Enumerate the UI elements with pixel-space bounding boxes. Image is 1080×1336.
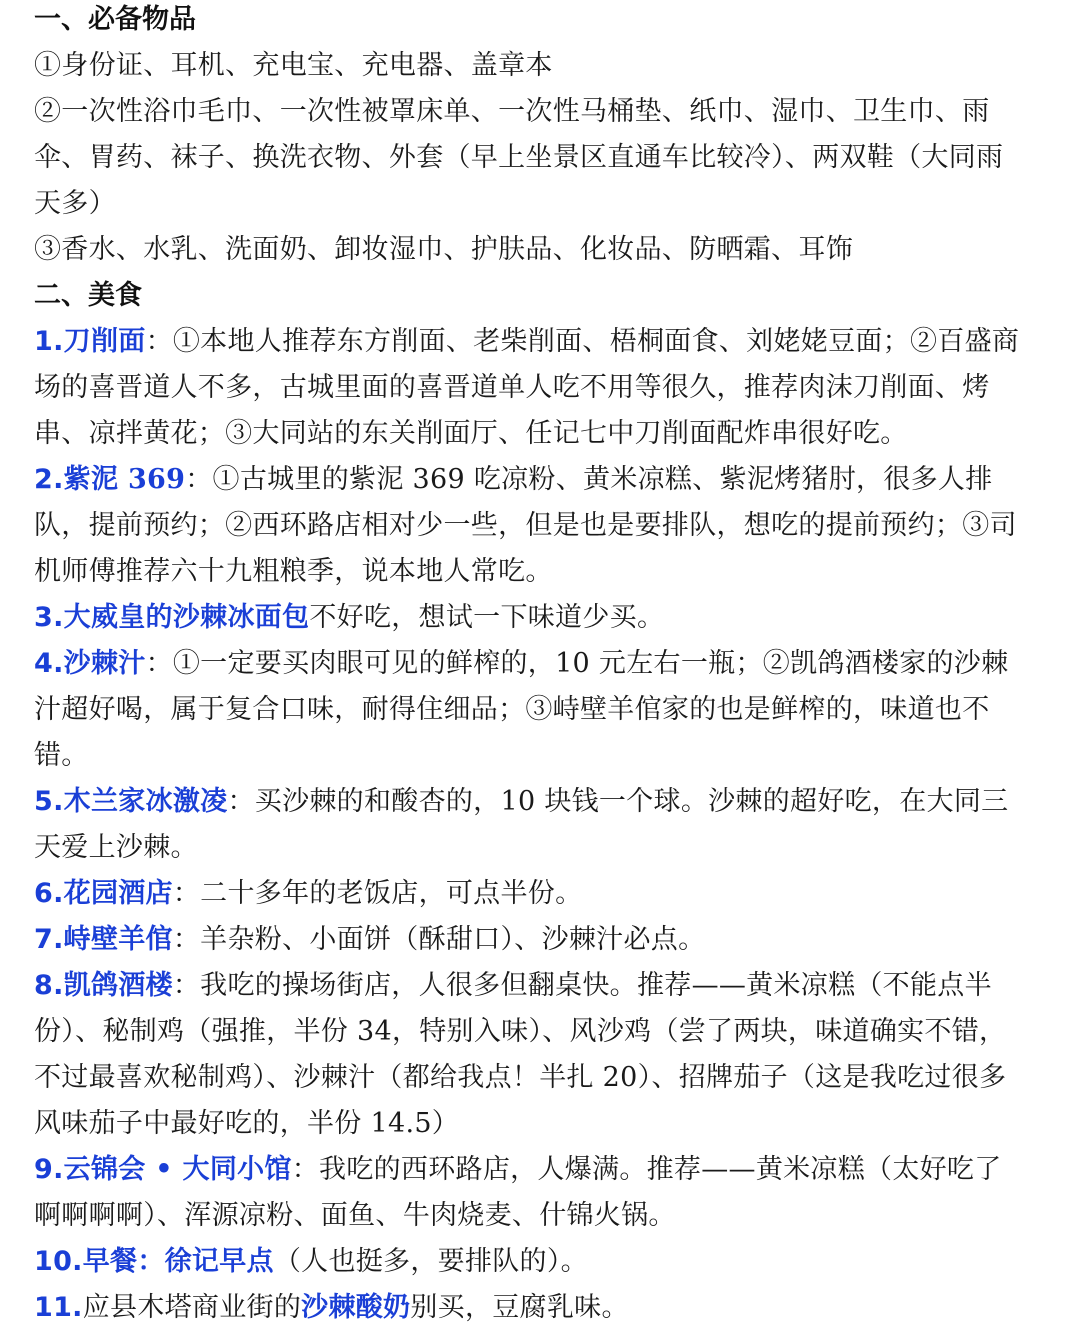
food-entry-text: ①一定要买肉眼可见的鲜榨的，10 元左右一瓶；②凯鸽酒楼家的沙棘汁超好喝，属于复合口味，耐得住细品；③峙壁羊倌家的也是鲜榨的，味道也不错。 — [34, 648, 1009, 771]
food-entry-text: 我吃的操场街店，人很多但翻桌快。推荐——黄米凉糕（不能点半份）、秘制鸡（强推，半份 34，特别入味）、风沙鸡（尝了两块，味道确实不错，不过最喜欢秘制鸡）、沙棘汁（都给我点！半扎 20）、招牌茄子（这是我吃过很多风味茄子中最好吃的，半份 14.5） — [34, 970, 1007, 1139]
food-entry-separator: ： — [185, 464, 213, 495]
food-entry — [34, 319, 1024, 457]
essentials-item-1: ①身份证、耳机、充电宝、充电器、盖章本 — [34, 50, 553, 81]
food-entry-separator: ： — [291, 1154, 320, 1185]
food-entry-separator: ： — [172, 878, 201, 909]
section-heading-essentials: 一、必备物品 — [34, 4, 196, 35]
food-entry-text: 羊杂粉、小面饼（酥甜口）、沙棘汁必点。 — [200, 924, 706, 955]
food-entry-number: 11. — [34, 1292, 83, 1323]
food-entry-prefix: 应县木塔商业街的 — [82, 1292, 302, 1323]
food-entry — [34, 595, 1024, 641]
food-entry — [34, 457, 1024, 595]
food-entry-number: 3. — [34, 602, 64, 633]
food-entry-name: 云锦会 • 大同小馆 — [63, 1154, 292, 1185]
food-entry-separator: ： — [145, 648, 173, 679]
food-entry-text: （人也挺多，要排队的）。 — [273, 1246, 588, 1277]
food-entry-text: ①古城里的紫泥 369 吃凉粉、黄米凉糕、紫泥烤猪肘，很多人排队，提前预约；②西环路店相对少一些，但是也是要排队，想吃的提前预约；③司机师傅推荐六十九粗粮季，说本地人常吃。 — [34, 464, 1017, 587]
food-entry-separator: ： — [172, 970, 201, 1001]
food-entry-name: 凯鸽酒楼 — [63, 970, 173, 1001]
food-entry-text: 买沙棘的和酸杏的，10 块钱一个球。沙棘的超好吃，在大同三天爱上沙棘。 — [34, 786, 1009, 863]
food-entry-text: 别买，豆腐乳味。 — [410, 1292, 629, 1323]
food-entry-last — [34, 1285, 1024, 1331]
food-entry-separator: ： — [227, 786, 255, 817]
food-entry-name: 沙棘汁 — [63, 648, 146, 679]
food-entry — [34, 1147, 1024, 1239]
food-entry-number: 5. — [34, 786, 64, 817]
food-entry-separator: ： — [172, 924, 201, 955]
food-entry-name: 花园酒店 — [63, 878, 173, 909]
food-entry-name: 大威皇的沙棘冰面包 — [63, 602, 310, 633]
food-entry-number: 1. — [34, 326, 64, 357]
food-entry — [34, 779, 1024, 871]
food-entry-name: 峙壁羊倌 — [63, 924, 173, 955]
food-entry-number: 2. — [34, 464, 64, 495]
food-entry — [34, 1239, 1024, 1285]
food-entry-number: 10. — [34, 1246, 83, 1277]
food-entry-name: 刀削面 — [63, 326, 146, 357]
food-entry-number: 9. — [34, 1154, 64, 1185]
food-entry-name: 紫泥 369 — [63, 464, 186, 495]
food-entry-number: 4. — [34, 648, 64, 679]
food-entry-text: 二十多年的老饭店，可点半份。 — [200, 878, 583, 909]
food-entry — [34, 641, 1024, 779]
food-entry — [34, 963, 1024, 1147]
food-entry-text: ①本地人推荐东方削面、老柴削面、梧桐面食、刘姥姥豆面；②百盛商场的喜晋道人不多，古城里面的喜晋道单人吃不用等很久，推荐肉沫刀削面、烤串、凉拌黄花；③大同站的东关削面厅、任记七中刀削面配炸串很好吃。 — [34, 326, 1020, 449]
food-entry-number: 7. — [34, 924, 64, 955]
section-heading-food: 二、美食 — [34, 280, 142, 311]
food-entry-name: 木兰家冰激凌 — [63, 786, 228, 817]
essentials-item-2: ②一次性浴巾毛巾、一次性被罩床单、一次性马桶垫、纸巾、湿巾、卫生巾、雨伞、胃药、袜子、换洗衣物、外套（早上坐景区直通车比较冷）、两双鞋（大同雨天多） — [34, 96, 1004, 219]
food-entry — [34, 917, 1024, 963]
food-entry-number: 6. — [34, 878, 64, 909]
food-entry-text: 我吃的西环路店，人爆满。推荐——黄米凉糕（太好吃了啊啊啊啊）、浑源凉粉、面鱼、牛肉烧麦、什锦火锅。 — [34, 1154, 1002, 1231]
food-entry-separator: ： — [145, 326, 173, 357]
food-entry-text: 不好吃，想试一下味道少买。 — [309, 602, 665, 633]
essentials-item-3: ③香水、水乳、洗面奶、卸妆湿巾、护肤品、化妆品、防晒霜、耳饰 — [34, 234, 853, 265]
food-entries-list — [34, 319, 1080, 1331]
food-entry — [34, 871, 1024, 917]
food-entry-number: 8. — [34, 970, 64, 1001]
food-entry-name: 沙棘酸奶 — [301, 1292, 411, 1323]
food-entry-name: 早餐：徐记早点 — [82, 1246, 274, 1277]
